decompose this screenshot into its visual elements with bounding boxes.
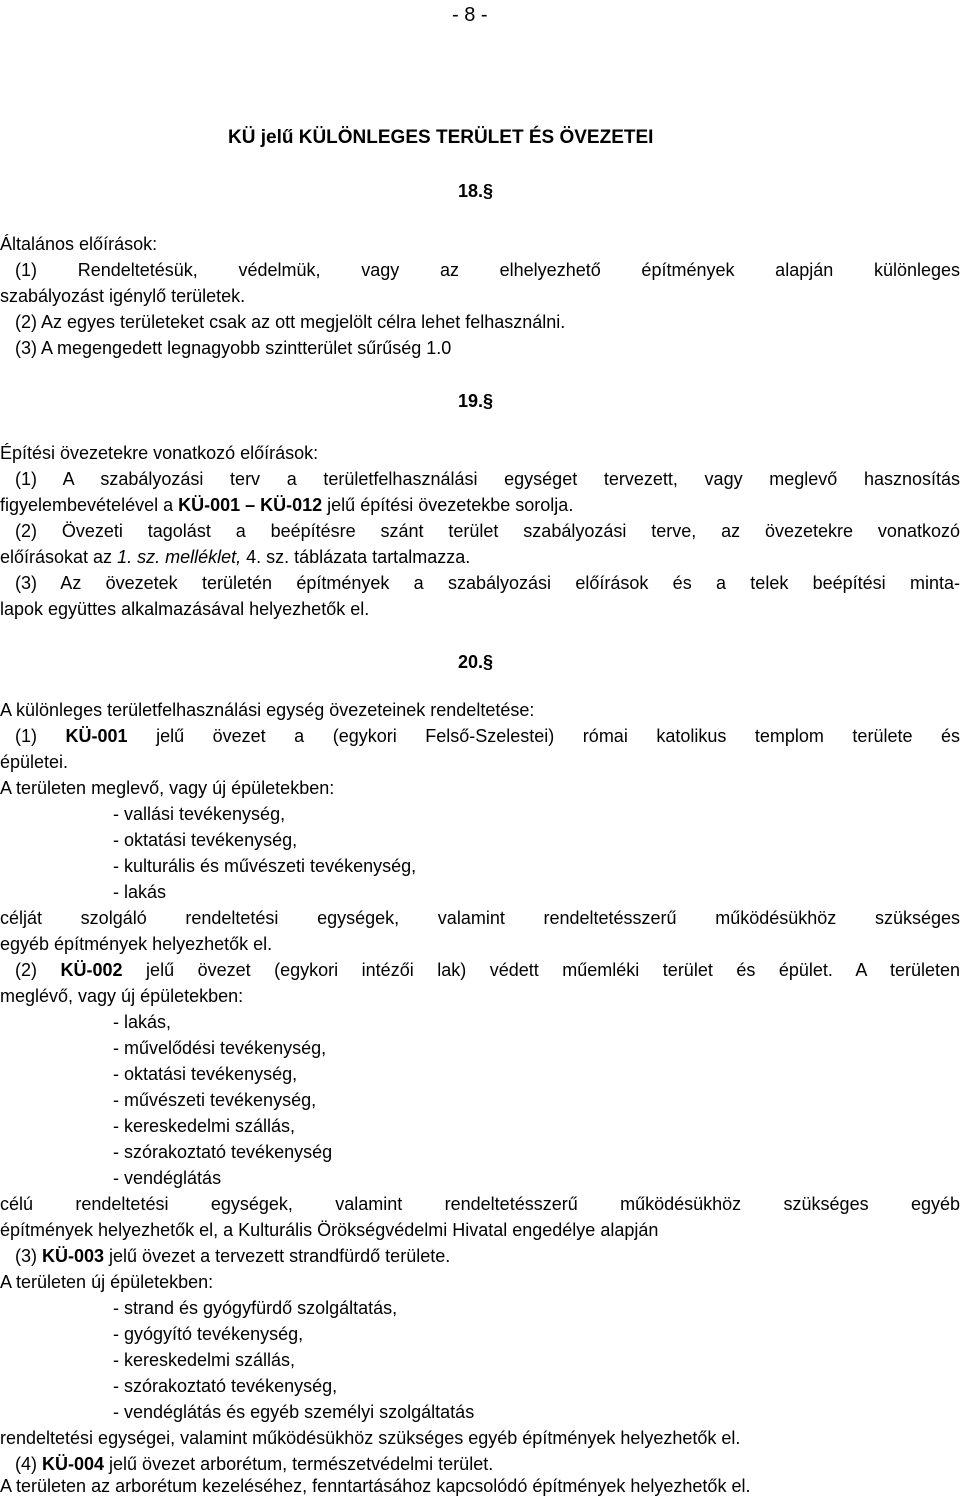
page-number: - 8 - [452,4,488,26]
ku001-outro: célját szolgáló rendeltetési egységek, valamint rendeltetésszerű működésükhöz szükséges [0,908,960,928]
text: 4. sz. táblázata tartalmazza. [241,547,471,567]
section-sign: § [483,391,494,411]
text: jelű övezet arborétum, természetvédelmi terület. [104,1454,494,1474]
s19-paragraph-3-cont: lapok együttes alkalmazásával helyezhetők el. [0,599,370,619]
s19-paragraph-1: (1) A szabályozási terv a területfelhasználási egységet tervezett, vagy meglevő hasznosítás [15,469,960,489]
text: jelű építési övezetekbe sorolja. [322,495,574,515]
text: (1) [15,726,66,746]
text: előírásokat az [0,547,118,567]
section-number: 19. [458,391,484,411]
text: (2) [15,960,61,980]
ku002-outro: célú rendeltetési egységek, valamint rendeltetésszerű működésükhöz szükséges egyéb [0,1194,960,1214]
list-item: - lakás, [113,1012,172,1032]
ku004-outro: A területen az arborétum kezeléséhez, fenntartásához kapcsolódó építmények helyezhetők el. [0,1476,751,1496]
text: (3) [15,1246,42,1266]
text: (4) [15,1454,42,1474]
s18-paragraph-2: (2) Az egyes területeket csak az ott megjelölt célra lehet felhasználni. [15,312,566,332]
s19-paragraph-2-cont [0,544,470,570]
s18-paragraph-1-cont: szabályozást igénylő területek. [0,286,246,306]
list-item: - oktatási tevékenység, [113,830,298,850]
zone-code: KÜ-001 [65,726,128,746]
zone-code: KÜ-004 [42,1454,105,1474]
section-number: 18. [458,181,484,201]
ku003-intro: A területen új épületekben: [0,1272,214,1292]
ku001-paragraph-cont: épületei. [0,752,69,772]
list-item: - vallási tevékenység, [113,804,286,824]
section-20-heading [458,649,493,675]
ku003-outro: rendeltetési egységei, valamint működésükhöz szükséges egyéb építmények helyezhetők el. [0,1428,741,1448]
ku002-outro-cont: építmények helyezhetők el, a Kulturális Örökségvédelmi Hivatal engedélye alapján [0,1220,659,1240]
list-item: - kereskedelmi szállás, [113,1350,296,1370]
section-19-heading [458,388,493,414]
s19-paragraph-2: (2) Övezeti tagolást a beépítésre szánt terület szabályozási terve, az övezetekre vonatkozó [15,521,960,541]
ku001-outro-cont: egyéb építmények helyezhetők el. [0,934,273,954]
list-item: - strand és gyógyfürdő szolgáltatás, [113,1298,398,1318]
s20-subheading: A különleges területfelhasználási egység övezeteinek rendeltetése: [0,700,535,720]
section-sign: § [483,652,494,672]
s19-paragraph-3: (3) Az övezetek területén építmények a szabályozási előírások és a telek beépítési minta- [15,573,960,593]
ku003-paragraph [15,1243,450,1269]
section-sign: § [483,181,494,201]
list-item: - oktatási tevékenység, [113,1064,298,1084]
page-title: KÜ jelű KÜLÖNLEGES TERÜLET ÉS ÖVEZETEI [228,127,654,148]
ku002-paragraph [0,957,960,983]
zone-code: KÜ-003 [42,1246,105,1266]
s18-subheading: Általános előírások: [0,234,158,254]
s18-paragraph-1: (1) Rendeltetésük, védelmük, vagy az elhelyezhető építmények alapján különleges [15,260,960,280]
list-item: - művelődési tevékenység, [113,1038,327,1058]
zone-code: KÜ-002 [60,960,123,980]
text: jelű övezet (egykori intézői lak) védett műemléki terület és épület. A területen [122,960,960,980]
annex-reference: 1. sz. melléklet, [117,547,242,567]
list-item: - lakás [113,882,167,902]
zone-code-range: KÜ-001 – KÜ-012 [178,495,323,515]
list-item: - kulturális és művészeti tevékenység, [113,856,417,876]
ku001-paragraph [0,723,960,749]
list-item: - művészeti tevékenység, [113,1090,317,1110]
ku002-paragraph-cont: meglévő, vagy új épületekben: [0,986,244,1006]
list-item: - gyógyító tevékenység, [113,1324,304,1344]
text: jelű övezet a (egykori Felső-Szelestei) római katolikus templom területe és [127,726,960,746]
section-number: 20. [458,652,484,672]
text: jelű övezet a tervezett strandfürdő területe. [104,1246,451,1266]
list-item: - vendéglátás [113,1168,222,1188]
list-item: - kereskedelmi szállás, [113,1116,296,1136]
list-item: - szórakoztató tevékenység, [113,1376,338,1396]
ku001-intro: A területen meglevő, vagy új épületekben: [0,778,335,798]
s19-subheading: Építési övezetekre vonatkozó előírások: [0,443,319,463]
s18-paragraph-3: (3) A megengedett legnagyobb szintterület sűrűség 1.0 [15,338,452,358]
text: figyelembevételével a [0,495,179,515]
list-item: - szórakoztató tevékenység [113,1142,333,1162]
s19-paragraph-1-cont [0,492,573,518]
list-item: - vendéglátás és egyéb személyi szolgáltatás [113,1402,475,1422]
section-18-heading [458,178,493,204]
